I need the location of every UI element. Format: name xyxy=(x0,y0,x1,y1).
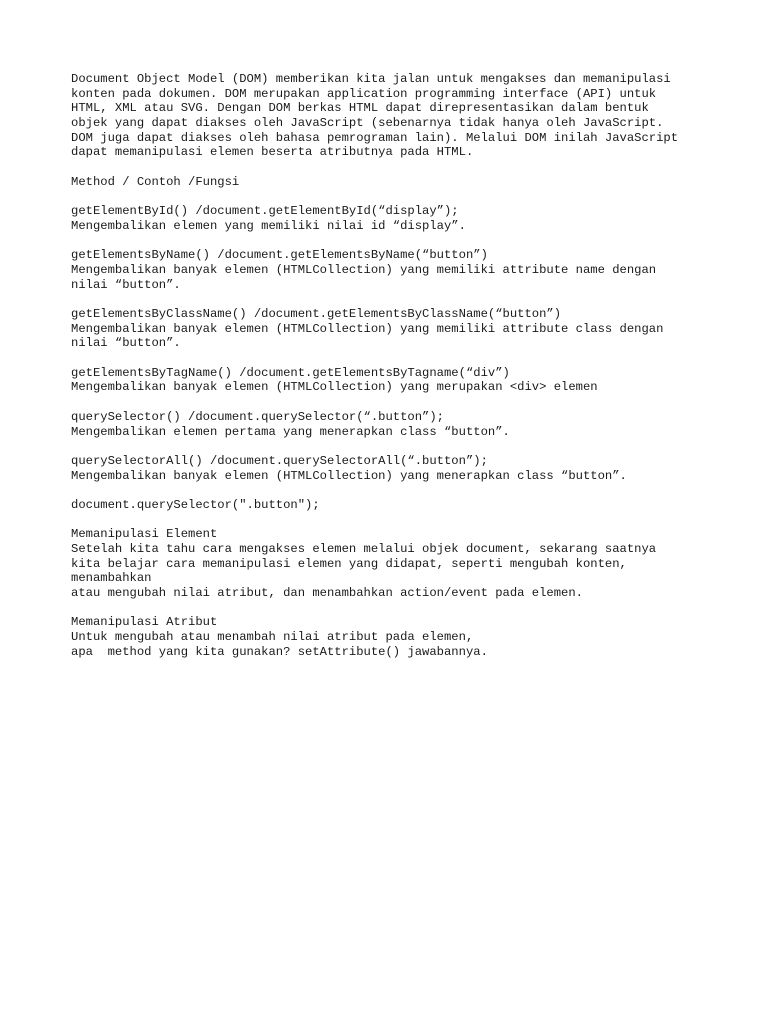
method-signature: querySelector() /document.querySelector(“.button”); xyxy=(71,409,444,424)
spacer xyxy=(71,234,711,249)
method-description: Mengembalikan banyak elemen (HTMLCollection) yang merupakan <div> elemen xyxy=(71,380,598,395)
spacer xyxy=(71,190,711,205)
method-entry xyxy=(71,248,711,292)
section-line: Setelah kita tahu cara mengakses elemen melalui objek document, sekarang saatnya xyxy=(71,542,657,556)
method-signature: getElementsByClassName() /document.getElementsByClassName(“button”) xyxy=(71,307,562,321)
spacer xyxy=(71,513,711,528)
section-line: atau mengubah nilai atribut, dan menambahkan action/event pada elemen. xyxy=(71,586,583,601)
spacer xyxy=(71,292,711,307)
section-line: Untuk mengubah atau menambah nilai atribut pada elemen, xyxy=(71,630,474,645)
intro-paragraph xyxy=(71,72,711,160)
section-heading: Memanipulasi Atribut xyxy=(71,615,218,630)
spacer xyxy=(71,439,711,454)
method-description: Mengembalikan banyak elemen (HTMLCollection) yang menerapkan class “button”. xyxy=(71,468,627,483)
method-signature: getElementsByTagName() /document.getElementsByTagname(“div”) xyxy=(71,365,510,380)
methods-heading: Method / Contoh /Fungsi xyxy=(71,174,240,189)
spacer xyxy=(71,395,711,410)
intro-line: Document Object Model (DOM) memberikan kita jalan untuk mengakses dan memanipulasi xyxy=(71,72,671,86)
section-line: apa method yang kita gunakan? setAttribute() jawabannya. xyxy=(71,644,488,659)
method-signature: getElementsByName() /document.getElementsByName(“button”) xyxy=(71,248,488,263)
spacer xyxy=(71,601,711,616)
manipulate-element-section xyxy=(71,527,711,600)
spacer xyxy=(71,483,711,498)
method-description: nilai “button”. xyxy=(71,277,181,292)
method-description: Mengembalikan banyak elemen (HTMLCollection) yang memiliki attribute class dengan xyxy=(71,321,664,336)
section-line: kita belajar cara memanipulasi elemen yang didapat, seperti mengubah konten, xyxy=(71,556,627,571)
spacer xyxy=(71,160,711,175)
intro-line: konten pada dokumen. DOM merupakan application programming interface (API) untuk xyxy=(71,86,657,101)
method-entry xyxy=(71,454,711,483)
method-entry xyxy=(71,410,711,439)
intro-line: dapat memanipulasi elemen beserta atributnya pada HTML. xyxy=(71,145,474,160)
method-entry xyxy=(71,307,711,351)
intro-line: DOM juga dapat diakses oleh bahasa pemrograman lain). Melalui DOM inilah JavaScript xyxy=(71,130,679,145)
manipulate-attribute-section xyxy=(71,615,711,659)
intro-line: objek yang dapat diakses oleh JavaScript (sebenarnya tidak hanya oleh JavaScript. xyxy=(71,116,664,131)
spacer xyxy=(71,351,711,366)
section-heading: Memanipulasi Element xyxy=(71,527,218,542)
intro-line: HTML, XML atau SVG. Dengan DOM berkas HTML dapat direpresentasikan dalam bentuk xyxy=(71,101,649,116)
method-signature: querySelectorAll() /document.querySelectorAll(“.button”); xyxy=(71,453,488,468)
method-description: nilai “button”. xyxy=(71,336,181,351)
method-entry xyxy=(71,366,711,395)
section-line: menambahkan xyxy=(71,571,152,586)
method-entry xyxy=(71,204,711,233)
method-description: Mengembalikan elemen yang memiliki nilai id “display”. xyxy=(71,218,466,233)
document-page xyxy=(71,72,711,660)
code-example: document.querySelector(".button"); xyxy=(71,497,320,512)
method-signature: getElementById() /document.getElementById(“display”); xyxy=(71,204,459,219)
method-description: Mengembalikan elemen pertama yang menerapkan class “button”. xyxy=(71,424,510,439)
method-description: Mengembalikan banyak elemen (HTMLCollection) yang memiliki attribute name dengan xyxy=(71,262,657,277)
